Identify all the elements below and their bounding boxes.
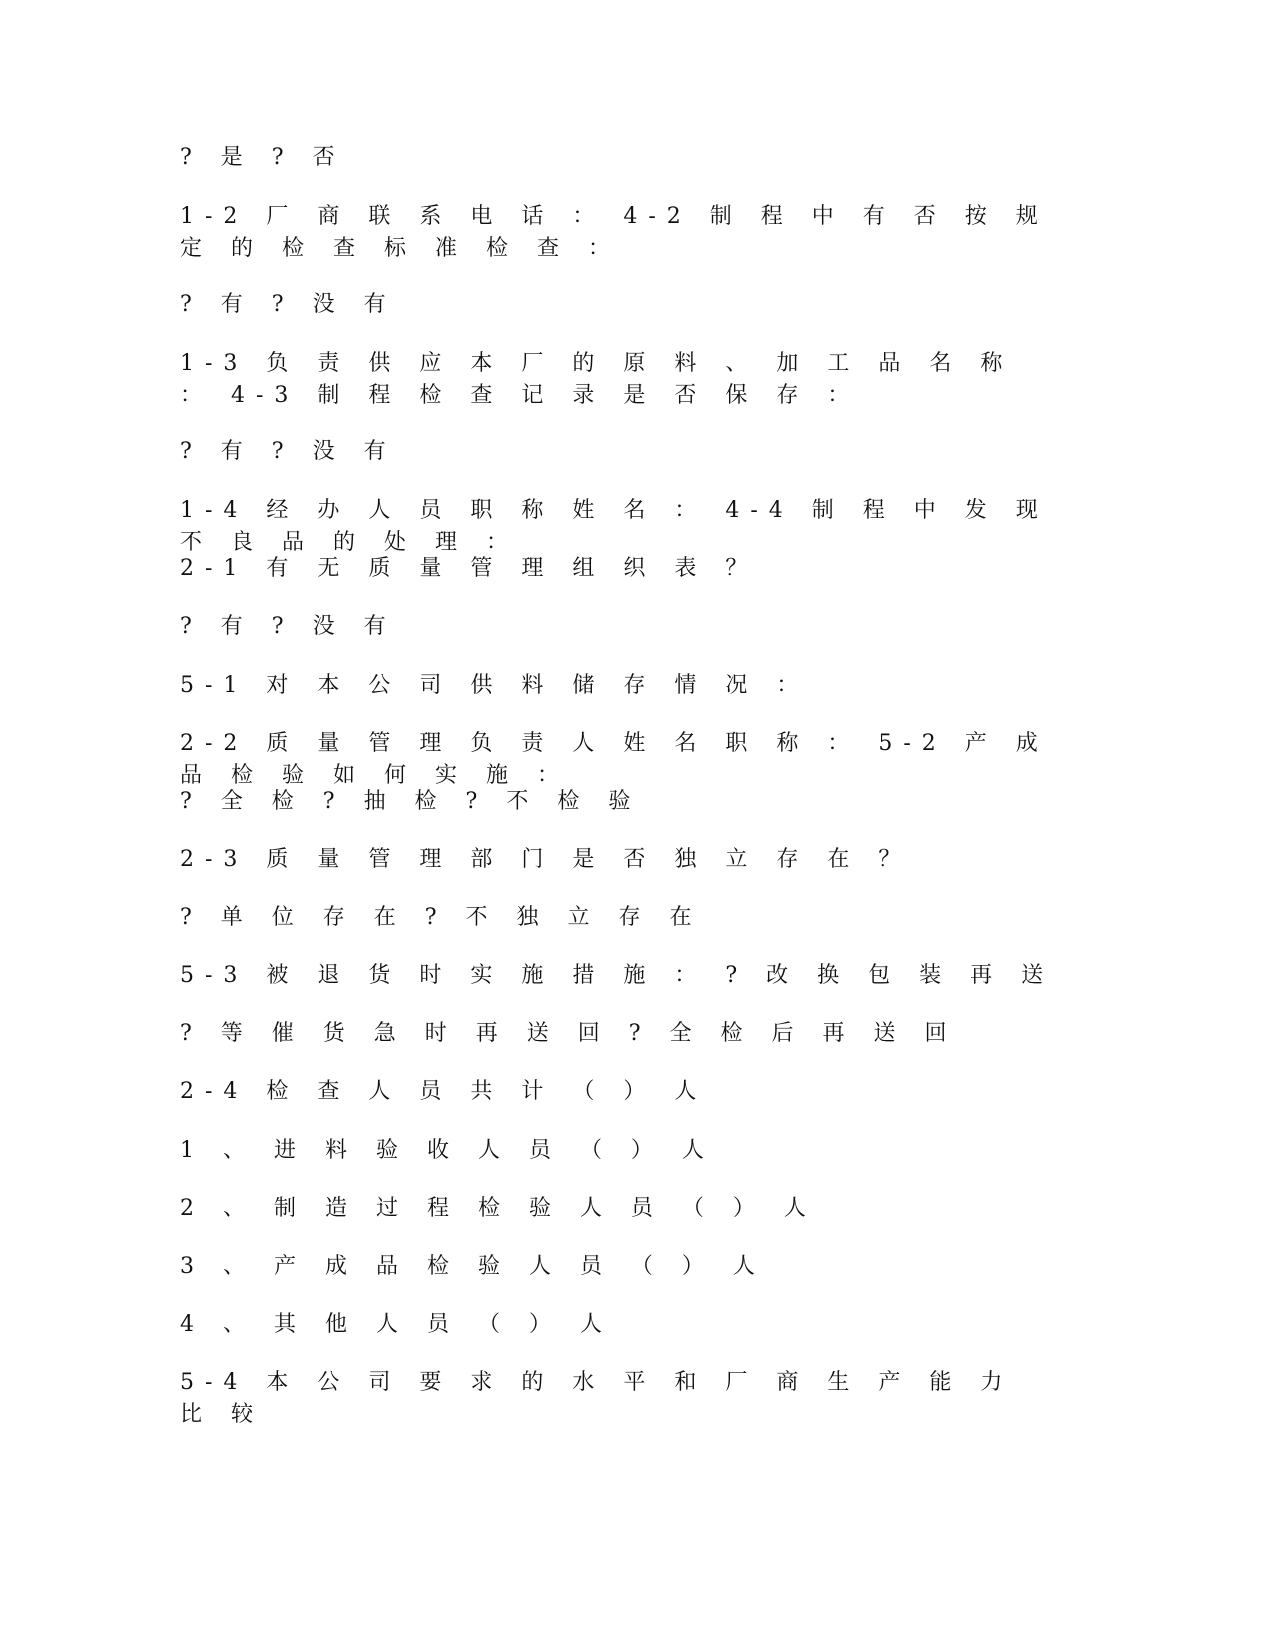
answer-line: ? 等 催 货 急 时 再 送 回 ? 全 检 后 再 送 回 bbox=[180, 1021, 958, 1046]
question-line: 2-4 检 查 人 员 共 计 （ ） 人 bbox=[180, 1079, 708, 1104]
question-line: 2-1 有 无 质 量 管 理 组 织 表 ？ bbox=[180, 556, 759, 581]
question-line: 1-2 厂 商 联 系 电 话 ： 4-2 制 程 中 有 否 按 规 定 的 检 查 标 准 检 查 ： bbox=[180, 204, 1067, 261]
list-item: 2 、 制 造 过 程 检 验 人 员 （ ） 人 bbox=[180, 1196, 817, 1221]
answer-line: ? 是 ? 否 bbox=[180, 145, 346, 170]
question-line: 5-4 本 公 司 要 求 的 水 平 和 厂 商 生 产 能 力 比 较 bbox=[180, 1370, 1032, 1427]
answer-line: ? 有 ? 没 有 bbox=[180, 439, 397, 464]
question-line: 1-3 负 责 供 应 本 厂 的 原 料 、 加 工 品 名 称 ： 4-3 制 程 检 查 记 录 是 否 保 存 ： bbox=[180, 351, 1032, 408]
question-line: 5-3 被 退 货 时 实 施 措 施 ： ? 改 换 包 装 再 送 bbox=[180, 963, 1055, 988]
question-line: 5-1 对 本 公 司 供 料 储 存 情 况 ： bbox=[180, 673, 810, 698]
list-item: 1 、 进 料 验 收 人 员 （ ） 人 bbox=[180, 1138, 715, 1163]
answer-line: ? 全 检 ? 抽 检 ? 不 检 验 bbox=[180, 789, 642, 814]
answer-line: ? 有 ? 没 有 bbox=[180, 614, 397, 639]
answer-line: ? 有 ? 没 有 bbox=[180, 292, 397, 317]
question-line: 2-3 质 量 管 理 部 门 是 否 独 立 存 在 ？ bbox=[180, 847, 912, 872]
question-line: 2-2 质 量 管 理 负 责 人 姓 名 职 称 ： 5-2 产 成 品 检 验 如 何 实 施 ： bbox=[180, 731, 1067, 788]
list-item: 3 、 产 成 品 检 验 人 员 （ ） 人 bbox=[180, 1254, 766, 1279]
question-line: 1-4 经 办 人 员 职 称 姓 名 ： 4-4 制 程 中 发 现 不 良 品 的 处 理 ： bbox=[180, 498, 1067, 555]
answer-line: ? 单 位 存 在 ? 不 独 立 存 在 bbox=[180, 905, 703, 930]
list-item: 4 、 其 他 人 员 （ ） 人 bbox=[180, 1312, 613, 1337]
